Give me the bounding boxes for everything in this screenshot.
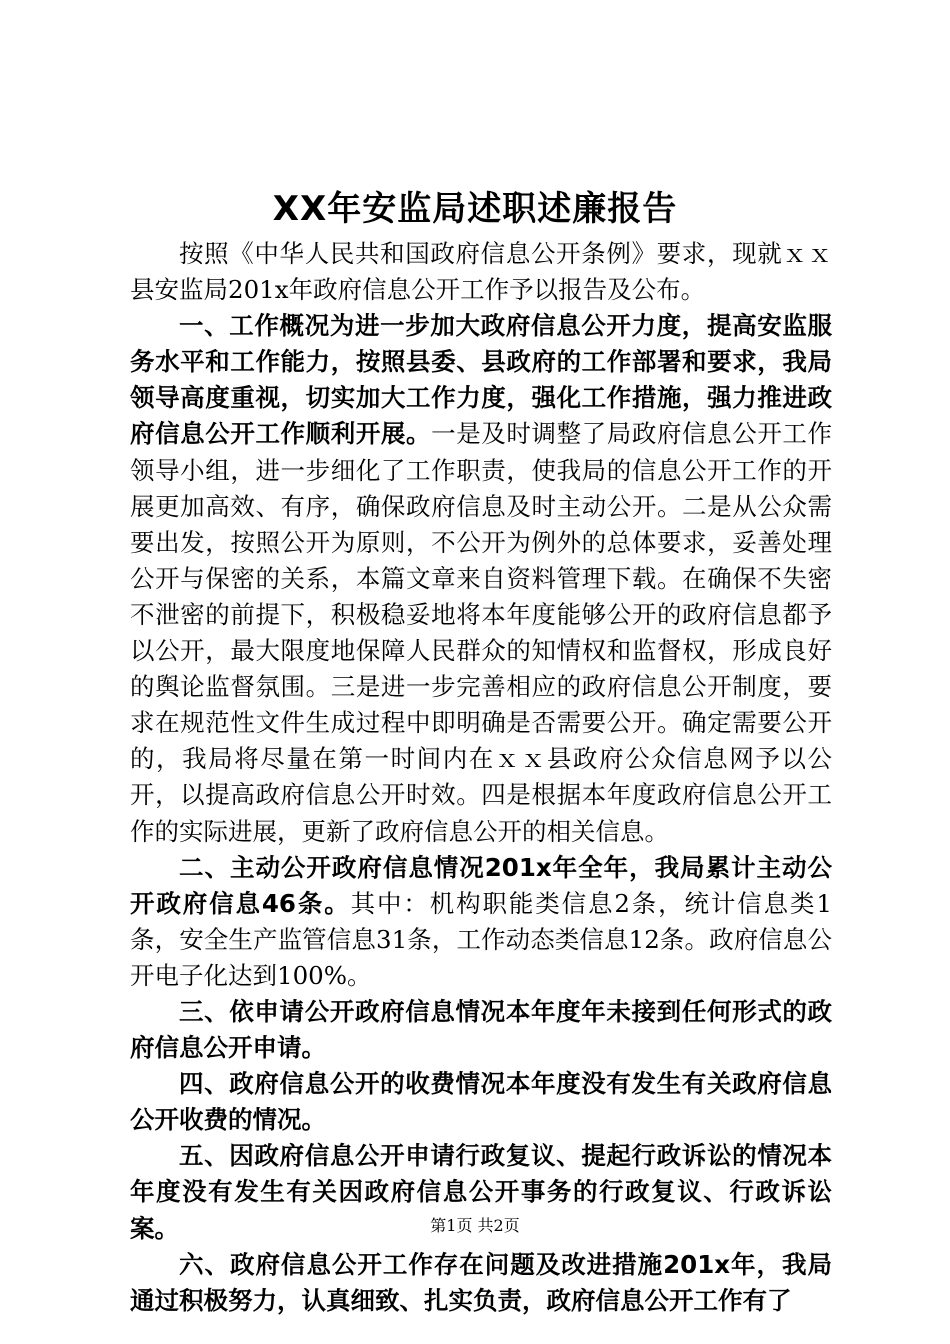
document-body — [130, 236, 832, 1319]
paragraph-text: 按照《中华人民共和国政府信息公开条例》要求，现就ｘｘ县安监局201x年政府信息公开工作予以报告及公布。 — [130, 239, 832, 305]
paragraph-intro — [130, 236, 832, 308]
paragraph-heading: 六、政府信息公开工作存在问题及改进措施201x年，我局通过积极努力，认真细致、扎实负责，政府信息公开工作有了 — [130, 1249, 832, 1315]
paragraph-section-2 — [130, 850, 832, 994]
paragraph-text: 一是及时调整了局政府信息公开工作领导小组，进一步细化了工作职责，使我局的信息公开工作的开展更加高效、有序，确保政府信息及时主动公开。二是从公众需要出发，按照公开为原则，不公开为例外的总体要求，妥善处理公开与保密的关系，本篇文章来自资料管理下载。在确保不失密不泄密的前提下，积极稳妥地将本年度能够公开的政府信息都予以公开，最大限度地保障人民群众的知情权和监督权，形成良好的舆论监督氛围。三是进一步完善相应的政府信息公开制度，要求在规范性文件生成过程中即明确是否需要公开。确定需要公开的，我局将尽量在第一时间内在ｘｘ县政府公众信息网予以公开，以提高政府信息公开时效。四是根据本年度政府信息公开工作的实际进展，更新了政府信息公开的相关信息。 — [130, 419, 833, 846]
paragraph-heading: 一、工作概况为进一步加大政府信息公开力度，提高安监服务水平和工作能力，按照县委、县政府的工作部署和要求，我局领导高度重视，切实加大工作力度，强化工作措施，强力推进政府信息公开工作顺利开展。 — [130, 311, 832, 449]
paragraph-heading: 三、依申请公开政府信息情况本年度年未接到任何形式的政府信息公开申请。 — [130, 996, 832, 1063]
paragraph-text: 其中：机构职能类信息2条，统计信息类1条，安全生产监管信息31条，工作动态类信息12条。政府信息公开电子化达到100%。 — [130, 888, 832, 990]
page-number-footer: 第1页 共2页 — [430, 1216, 520, 1235]
paragraph-heading: 二、主动公开政府信息情况201x年全年，我局累计主动公开政府信息46条。 — [130, 852, 832, 918]
paragraph-section-3 — [130, 994, 832, 1066]
document-title: XX年安监局述职述廉报告 — [272, 189, 678, 229]
paragraph-section-1 — [130, 308, 832, 849]
paragraph-heading: 五、因政府信息公开申请行政复议、提起行政诉讼的情况本年度没有发生有关因政府信息公开事务的行政复议、行政诉讼案。 — [130, 1141, 832, 1243]
paragraph-section-6 — [130, 1247, 832, 1319]
paragraph-section-4 — [130, 1066, 832, 1138]
paragraph-heading: 四、政府信息公开的收费情况本年度没有发生有关政府信息公开收费的情况。 — [130, 1069, 832, 1135]
